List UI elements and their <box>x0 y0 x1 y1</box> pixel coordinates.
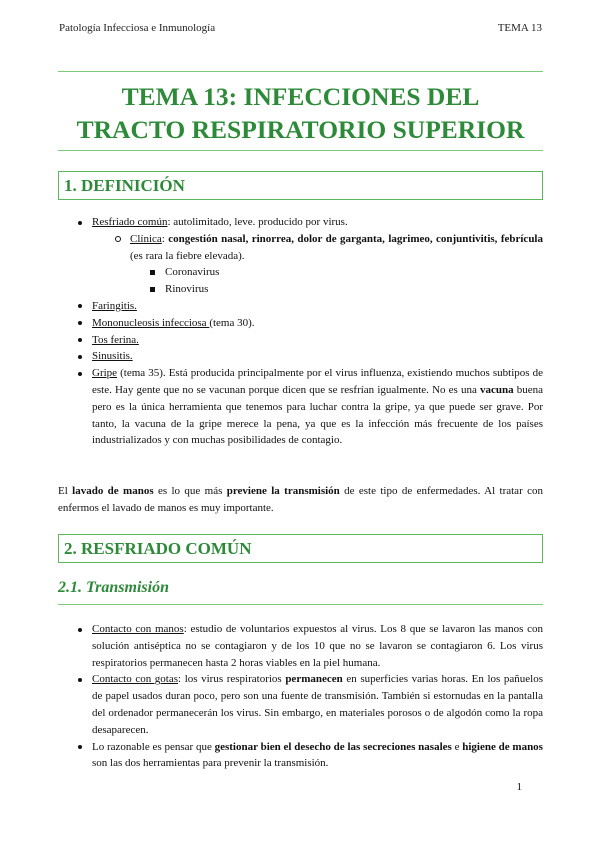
title-top-rule <box>58 71 543 72</box>
list-item: Mononucleosis infecciosa (tema 30). <box>58 315 543 332</box>
title-bottom-rule <box>58 150 543 151</box>
subsection-rule <box>58 604 543 605</box>
term-tos-ferina: Tos ferina. <box>92 333 139 346</box>
section-heading-resfriado: 2. RESFRIADO COMÚN <box>58 534 543 563</box>
list-item: Contacto con manos: estudio de voluntarios expuestos al virus. Los 8 que se lavaron las manos con solución antiséptica no se contagiaron y de los 10 que no se lavaron se contagiaron 6. Los virus respiratorios permanecen hasta 2 horas viables en la piel humana. <box>58 621 543 671</box>
subsection-heading-transmision: 2.1. Transmisión <box>58 579 169 596</box>
list-item: Coronavirus <box>58 264 543 281</box>
page-title-line-2: TRACTO RESPIRATORIO SUPERIOR <box>76 115 525 144</box>
running-header-subject: Patología Infecciosa e Inmunología <box>59 22 216 34</box>
sub-sub-list <box>130 264 543 298</box>
page-number: 1 <box>516 781 522 793</box>
section-heading-definicion: 1. DEFINICIÓN <box>58 171 543 200</box>
page-title <box>58 80 543 146</box>
term-clinica: Clínica <box>130 232 162 245</box>
lavado-paragraph: El lavado de manos es lo que más previene la transmisión de este tipo de enfermedades. Al tratar con enfermos el lavado de manos es muy importante. <box>58 485 543 514</box>
term-contacto-gotas: Contacto con gotas <box>92 673 179 686</box>
term-mononucleosis: Mononucleosis infecciosa <box>92 316 210 329</box>
term-sinusitis: Sinusitis. <box>92 350 133 363</box>
list-item: Rinovirus <box>58 281 543 298</box>
definition-list <box>58 214 543 449</box>
list-item: Contacto con gotas: los virus respiratorios permanecen en superficies varias horas. En los pañuelos de papel usados duran poco, pero son una fuente de transmisión. También si estornudas en la pantalla del ordenador permanecerán los virus. Sin embargo, en materiales porosos o de algodón como la ropa desaparecen. <box>58 671 543 738</box>
term-gripe: Gripe <box>92 367 118 380</box>
running-header-topic: TEMA 13 <box>497 22 542 34</box>
list-item <box>58 348 543 365</box>
term-faringitis: Faringitis. <box>92 299 137 312</box>
sub-list <box>92 231 543 298</box>
transmission-list-block <box>58 621 543 772</box>
definition-list-block <box>58 214 543 449</box>
list-item: Resfriado común: autolimitado, leve. producido por virus. Clínica: congestión nasal, rinorrea, dolor de garganta, lagrimeo, conjuntivitis, febrícula (es rara la fiebre elevada). Coronavirus Rinovirus <box>58 214 543 298</box>
list-item <box>58 332 543 349</box>
term-resfriado: Resfriado común <box>92 216 168 228</box>
list-item: Lo razonable es pensar que gestionar bien el desecho de las secreciones nasales e higiene de manos son las dos herramientas para prevenir la transmisión. <box>58 739 543 773</box>
term-contacto-manos: Contacto con manos <box>92 623 184 635</box>
transmission-list <box>58 621 543 772</box>
page-title-line-1: TEMA 13: INFECCIONES DEL <box>121 82 480 111</box>
list-item: Clínica: congestión nasal, rinorrea, dolor de garganta, lagrimeo, conjuntivitis, febrícula (es rara la fiebre elevada). Coronavirus Rinovirus <box>58 231 543 298</box>
list-item: Gripe (tema 35). Está producida principalmente por el virus influenza, existiendo muchos subtipos de este. Hay gente que no se vacunan porque dicen que se resfrían igualmente. No es una vacuna buena pero es la única herramienta que tenemos para luchar contra la gripe, ya que puede ser grave. Por tanto, la vacuna de la gripe merece la pena, ya que es la infección más frecuente de los países industrializados y con muchas posibilidades de contagio. <box>58 365 543 449</box>
list-item <box>58 298 543 315</box>
